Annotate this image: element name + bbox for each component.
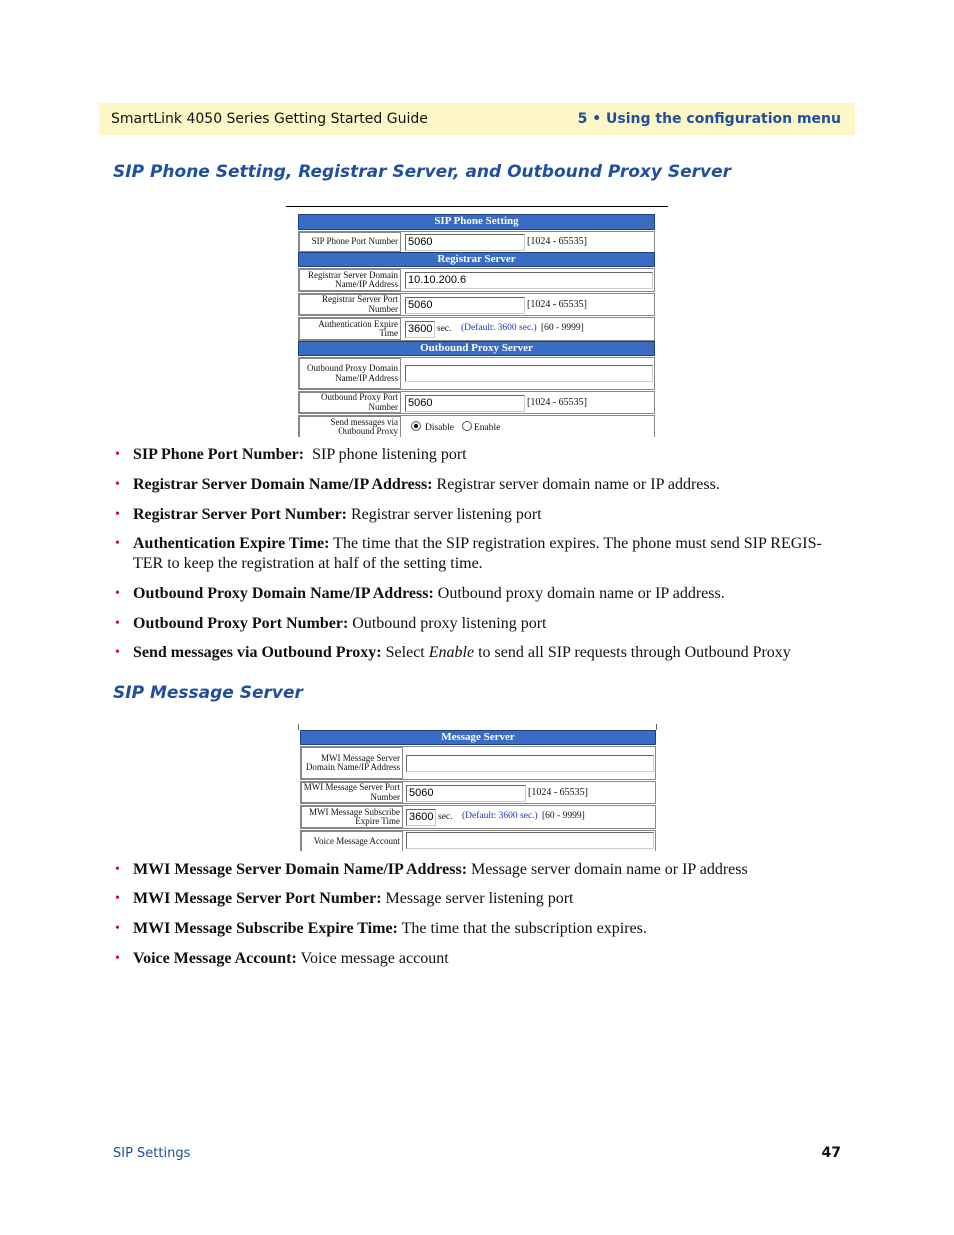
- bullet-desc: Message server listening port: [385, 890, 574, 907]
- bullet-dot: •: [115, 447, 120, 462]
- bullet-term: SIP Phone Port Number:: [133, 446, 305, 463]
- mwi-expire-input[interactable]: 3600: [406, 809, 436, 826]
- auth-expire-unit: sec.: [437, 324, 452, 334]
- frame-edge-right: [656, 724, 657, 730]
- enable-radio[interactable]: [462, 421, 472, 431]
- bullet-term: Authentication Expire Time:: [133, 535, 330, 552]
- bullet-dot: •: [115, 507, 120, 522]
- registrar-port-label: Registrar Server Port Number: [299, 294, 401, 315]
- bullet-dot: •: [115, 951, 120, 966]
- mwi-expire-unit: sec.: [438, 812, 453, 822]
- registrar-port-input[interactable]: 5060: [405, 297, 525, 314]
- mwi-domain-label: MWI Message Server Domain Name/IP Address: [301, 747, 403, 779]
- auth-expire-range: [60 - 9999]: [541, 323, 584, 333]
- bullet-dot: •: [115, 645, 120, 660]
- mwi-expire-default: (Default: 3600 sec.): [462, 811, 538, 821]
- footer-section-name: SIP Settings: [113, 1146, 191, 1161]
- voice-account-label: Voice Message Account: [301, 831, 403, 851]
- mwi-port-input[interactable]: 5060: [406, 785, 526, 802]
- registrar-port-range: [1024 - 65535]: [527, 299, 587, 310]
- sip-phone-port-label: SIP Phone Port Number: [299, 232, 401, 252]
- section-heading-message-server: SIP Message Server: [113, 683, 303, 703]
- auth-expire-input[interactable]: 3600: [405, 321, 435, 338]
- send-via-proxy-label: Send messages via Outbound Proxy: [299, 416, 401, 437]
- mwi-port-range: [1024 - 65535]: [528, 787, 588, 798]
- bullet-term: Outbound Proxy Port Number:: [133, 615, 349, 632]
- bullet-desc: The time that the subscription expires.: [401, 920, 647, 937]
- running-header: [99, 103, 855, 135]
- voice-account-input[interactable]: [406, 832, 654, 849]
- outbound-domain-input[interactable]: [405, 365, 653, 382]
- registrar-domain-input[interactable]: 10.10.200.6: [405, 272, 653, 289]
- outbound-proxy-header: Outbound Proxy Server: [298, 341, 655, 356]
- bullet-dot: •: [115, 536, 120, 551]
- disable-radio-label: Disable: [425, 423, 455, 433]
- enable-radio-label: Enable: [474, 423, 501, 433]
- auth-expire-default: (Default: 3600 sec.): [461, 323, 537, 333]
- bullet-dot: •: [115, 891, 120, 906]
- bullet-desc: Message server domain name or IP address: [471, 861, 748, 878]
- bullet-desc: Outbound proxy domain name or IP address.: [437, 585, 725, 602]
- bullet-term: MWI Message Server Port Number:: [133, 890, 382, 907]
- page-number: 47: [821, 1145, 841, 1161]
- section-heading-sip-phone: SIP Phone Setting, Registrar Server, and Outbound Proxy Server: [113, 162, 732, 182]
- outbound-domain-label: Outbound Proxy Domain Name/IP Address: [299, 358, 401, 389]
- bullet-dot: •: [115, 921, 120, 936]
- registrar-server-header: Registrar Server: [298, 252, 655, 267]
- bullet-desc: Registrar server listening port: [351, 506, 542, 523]
- bullet-term: Voice Message Account:: [133, 950, 297, 967]
- chapter-title: 5 • Using the configuration menu: [577, 111, 841, 127]
- outbound-port-input[interactable]: 5060: [405, 395, 525, 412]
- disable-radio[interactable]: [411, 421, 421, 431]
- bullet-term: Registrar Server Port Number:: [133, 506, 347, 523]
- bullet-dot: •: [115, 616, 120, 631]
- bullet-desc: Voice message account: [300, 950, 449, 967]
- sip-phone-setting-header: SIP Phone Setting: [298, 214, 655, 230]
- sip-phone-port-input[interactable]: 5060: [405, 234, 525, 251]
- registrar-domain-label: Registrar Server Domain Name/IP Address: [299, 269, 401, 291]
- outbound-port-range: [1024 - 65535]: [527, 397, 587, 408]
- mwi-domain-input[interactable]: [406, 755, 654, 772]
- bullet-desc-pre: Select: [385, 644, 425, 661]
- mwi-expire-range: [60 - 9999]: [542, 811, 585, 821]
- bullet-term: MWI Message Subscribe Expire Time:: [133, 920, 398, 937]
- sip-phone-port-range: [1024 - 65535]: [527, 236, 587, 247]
- bullet-term: Registrar Server Domain Name/IP Address:: [133, 476, 433, 493]
- bullet-desc: Outbound proxy listening port: [352, 615, 547, 632]
- auth-expire-label: Authentication Expire Time: [299, 318, 401, 340]
- screenshot-top-rule: [286, 206, 668, 207]
- message-server-header: Message Server: [300, 730, 656, 745]
- mwi-port-label: MWI Message Server Port Number: [301, 782, 403, 803]
- bullet-dot: •: [115, 477, 120, 492]
- bullet-term: MWI Message Server Domain Name/IP Address:: [133, 861, 468, 878]
- frame-edge-left: [298, 724, 299, 730]
- bullet-desc: The time that the SIP registration expires. The phone must send SIP REGIS-TER to keep the registration at half of the setting time.: [133, 535, 822, 572]
- bullet-desc: SIP phone listening port: [312, 446, 467, 463]
- bullet-term: Send messages via Outbound Proxy:: [133, 644, 382, 661]
- bullet-desc-em: Enable: [428, 644, 475, 661]
- outbound-port-label: Outbound Proxy Port Number: [299, 392, 401, 413]
- bullet-desc-post: to send all SIP requests through Outbound Proxy: [478, 644, 791, 661]
- mwi-expire-label: MWI Message Subscribe Expire Time: [301, 806, 403, 828]
- bullet-dot: •: [115, 862, 120, 877]
- guide-title: SmartLink 4050 Series Getting Started Guide: [111, 111, 428, 127]
- bullet-dot: •: [115, 586, 120, 601]
- bullet-term: Outbound Proxy Domain Name/IP Address:: [133, 585, 434, 602]
- bullet-desc: Registrar server domain name or IP address.: [436, 476, 720, 493]
